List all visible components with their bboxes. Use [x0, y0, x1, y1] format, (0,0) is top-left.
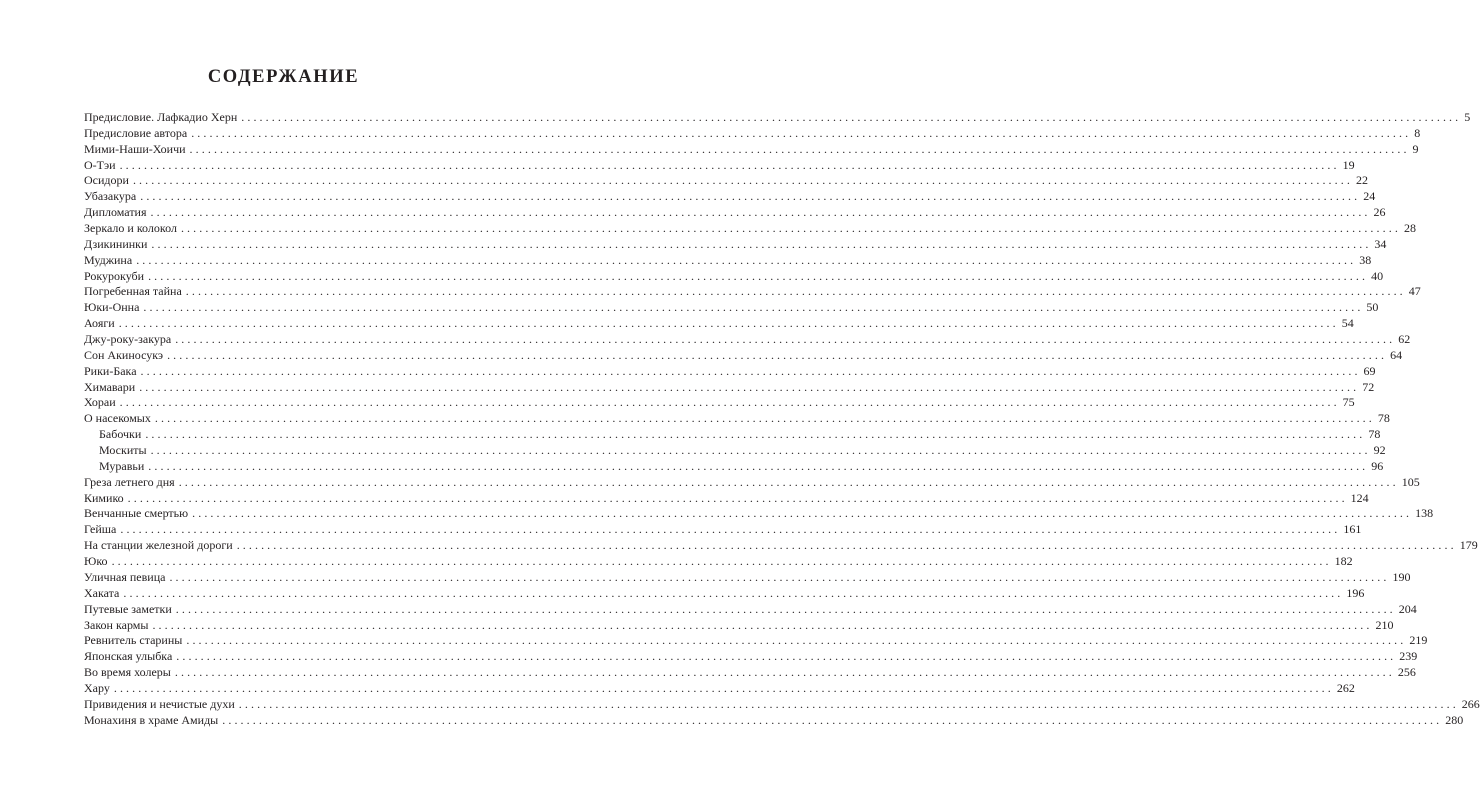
toc-entry-page-number: 262 — [1336, 680, 1355, 695]
toc-entry-title: Юки-Онна — [84, 300, 140, 315]
table-of-contents — [84, 110, 1480, 729]
toc-entry-title: На станции железной дороги — [84, 538, 233, 553]
toc-entry-title: Хаката — [84, 585, 120, 600]
toc-entry-page-number: 78 — [1377, 411, 1390, 426]
dot-leader: ........................................................................................................................................................................................................ — [236, 538, 1457, 553]
toc-entry-title: Хораи — [84, 395, 116, 410]
toc-entry — [84, 649, 1418, 665]
toc-entry-title: Рокурокуби — [84, 268, 145, 283]
dot-leader: ........................................................................................................................................................................................................ — [148, 458, 1369, 473]
toc-entry-page-number: 182 — [1334, 554, 1353, 569]
toc-entry — [84, 157, 1355, 174]
toc-entry-page-number: 78 — [1368, 427, 1381, 442]
toc-entry — [84, 284, 1421, 300]
toc-entry — [84, 443, 1386, 459]
dot-leader: ........................................................................................................................................................................................................ — [186, 633, 1407, 648]
toc-entry — [84, 236, 1387, 253]
toc-entry — [84, 585, 1365, 602]
dot-leader: ........................................................................................................................................................................................................ — [192, 506, 1413, 521]
toc-entry-title: Уличная певица — [84, 569, 166, 584]
dot-leader: ........................................................................................................................................................................................................ — [118, 316, 1339, 331]
dot-leader: ........................................................................................................................................................................................................ — [152, 617, 1373, 632]
toc-entry-page-number: 64 — [1390, 347, 1403, 362]
toc-entry — [84, 569, 1411, 586]
toc-entry-page-number: 190 — [1392, 569, 1411, 584]
dot-leader: ........................................................................................................................................................................................................ — [154, 411, 1375, 426]
toc-entry-page-number: 69 — [1363, 363, 1376, 378]
dot-leader: ........................................................................................................................................................................................................ — [241, 110, 1462, 124]
dot-leader: ........................................................................................................................................................................................................ — [123, 585, 1344, 600]
toc-entry-page-number: 105 — [1401, 474, 1420, 489]
dot-leader: ........................................................................................................................................................................................................ — [111, 554, 1332, 569]
toc-entry-title: Греза летнего дня — [84, 474, 175, 489]
toc-entry-page-number: 124 — [1350, 490, 1369, 505]
toc-entry-page-number: 34 — [1374, 236, 1387, 251]
toc-entry-page-number: 161 — [1343, 522, 1362, 537]
toc-entry-title: Хару — [84, 680, 110, 695]
dot-leader: ........................................................................................................................................................................................................ — [145, 427, 1366, 442]
toc-entry — [84, 395, 1355, 411]
toc-entry-title: Японская улыбка — [84, 649, 173, 664]
toc-entry — [84, 141, 1419, 158]
toc-entry-page-number: 24 — [1363, 189, 1376, 204]
toc-entry — [84, 252, 1372, 269]
toc-entry-title: Аояги — [84, 316, 115, 331]
toc-entry-title: Во время холеры — [84, 665, 171, 680]
toc-entry-title: Дипломатия — [84, 205, 147, 220]
toc-entry-title: Юко — [84, 554, 108, 569]
toc-entry-title: Осидори — [84, 173, 129, 188]
toc-entry-page-number: 266 — [1461, 696, 1480, 711]
toc-entry-page-number: 92 — [1373, 443, 1386, 458]
toc-entry-title: Путевые заметки — [84, 601, 172, 616]
dot-leader: ........................................................................................................................................................................................................ — [175, 332, 1396, 347]
dot-leader: ........................................................................................................................................................................................................ — [222, 712, 1443, 727]
toc-entry — [84, 665, 1416, 681]
toc-entry-page-number: 5 — [1464, 110, 1471, 124]
toc-entry-page-number: 8 — [1414, 125, 1421, 140]
toc-entry-page-number: 196 — [1346, 585, 1365, 600]
toc-entry-page-number: 204 — [1398, 601, 1417, 616]
toc-entry — [84, 474, 1420, 491]
toc-entry-title: Рики-Бака — [84, 363, 137, 378]
dot-leader: ........................................................................................................................................................................................................ — [136, 252, 1357, 267]
dot-leader: ........................................................................................................................................................................................................ — [174, 665, 1395, 680]
dot-leader: ........................................................................................................................................................................................................ — [180, 221, 1401, 236]
dot-leader: ........................................................................................................................................................................................................ — [140, 363, 1361, 378]
dot-leader: ........................................................................................................................................................................................................ — [178, 474, 1399, 489]
toc-entry-page-number: 28 — [1403, 221, 1416, 236]
dot-leader: ........................................................................................................................................................................................................ — [185, 284, 1406, 299]
toc-entry-title: Мими-Наши-Хоичи — [84, 141, 186, 156]
toc-entry — [84, 347, 1403, 364]
toc-entry-title: Химавари — [84, 379, 136, 394]
toc-entry — [84, 538, 1478, 554]
dot-leader: ........................................................................................................................................................................................................ — [176, 649, 1397, 664]
toc-entry-page-number: 54 — [1341, 316, 1354, 331]
dot-leader: ........................................................................................................................................................................................................ — [189, 141, 1410, 156]
toc-entry-page-number: 50 — [1366, 300, 1379, 315]
toc-entry — [84, 458, 1384, 475]
toc-entry-title: Дзикининки — [84, 236, 148, 251]
toc-entry — [84, 506, 1434, 522]
toc-entry-title: Муджина — [84, 252, 133, 267]
dot-leader: ........................................................................................................................................................................................................ — [150, 443, 1371, 458]
toc-entry-page-number: 256 — [1397, 665, 1416, 680]
dot-leader: ........................................................................................................................................................................................................ — [132, 173, 1353, 188]
dot-leader: ........................................................................................................................................................................................................ — [143, 300, 1364, 315]
toc-entry — [84, 300, 1379, 316]
toc-entry-page-number: 75 — [1342, 395, 1355, 410]
toc-entry-title: Муравьи — [99, 458, 145, 473]
toc-entry-title: Ревнитель старины — [84, 633, 183, 648]
toc-entry-page-number: 96 — [1371, 458, 1384, 473]
dot-leader: ........................................................................................................................................................................................................ — [151, 236, 1372, 251]
toc-entry — [84, 379, 1375, 396]
toc-entry — [84, 316, 1354, 332]
toc-entry — [84, 601, 1417, 618]
dot-leader: ........................................................................................................................................................................................................ — [127, 490, 1348, 505]
dot-leader: ........................................................................................................................................................................................................ — [238, 696, 1459, 711]
dot-leader: ........................................................................................................................................................................................................ — [139, 379, 1360, 394]
toc-entry-page-number: 179 — [1459, 538, 1478, 553]
toc-entry — [84, 427, 1381, 443]
toc-entry — [84, 633, 1428, 649]
toc-entry-page-number: 62 — [1398, 332, 1411, 347]
toc-entry-page-number: 9 — [1412, 141, 1419, 156]
toc-entry-title: Убазакура — [84, 189, 137, 204]
toc-entry-title: Предисловие автора — [84, 125, 188, 140]
toc-entry-title: О насекомых — [84, 411, 151, 426]
dot-leader: ........................................................................................................................................................................................................ — [169, 569, 1390, 584]
dot-leader: ........................................................................................................................................................................................................ — [119, 395, 1340, 410]
dot-leader: ........................................................................................................................................................................................................ — [167, 347, 1388, 362]
toc-entry — [84, 189, 1376, 205]
toc-entry — [84, 411, 1390, 427]
toc-entry-page-number: 19 — [1342, 157, 1355, 172]
toc-entry-title: Гейша — [84, 522, 117, 537]
toc-entry-title: Зеркало и колокол — [84, 221, 177, 236]
toc-entry — [84, 712, 1464, 729]
toc-entry-title: Москиты — [99, 443, 147, 458]
toc-entry — [84, 332, 1411, 348]
toc-entry-page-number: 138 — [1415, 506, 1434, 521]
toc-entry-title: Привидения и нечистые духи — [84, 696, 235, 711]
toc-entry-title: Бабочки — [99, 427, 142, 442]
toc-entry-page-number: 239 — [1399, 649, 1418, 664]
toc-entry-page-number: 72 — [1362, 379, 1375, 394]
toc-entry-page-number: 26 — [1373, 205, 1386, 220]
toc-entry — [84, 554, 1353, 570]
dot-leader: ........................................................................................................................................................................................................ — [191, 125, 1412, 140]
toc-entry-page-number: 38 — [1359, 252, 1372, 267]
toc-entry-page-number: 210 — [1375, 617, 1394, 632]
toc-entry — [84, 680, 1355, 697]
dot-leader: ........................................................................................................................................................................................................ — [175, 601, 1396, 616]
dot-leader: ........................................................................................................................................................................................................ — [140, 189, 1361, 204]
toc-entry-page-number: 40 — [1371, 268, 1384, 283]
toc-entry — [84, 205, 1386, 221]
toc-entry-page-number: 47 — [1408, 284, 1421, 299]
toc-entry-page-number: 22 — [1355, 173, 1368, 188]
toc-entry-title: О-Тэи — [84, 157, 116, 172]
toc-entry — [84, 490, 1369, 507]
page-title: СОДЕРЖАНИЕ — [207, 67, 360, 87]
toc-entry-title: Погребенная тайна — [84, 284, 182, 299]
toc-entry-title: Монахиня в храме Амиды — [84, 712, 219, 727]
toc-entry-page-number: 280 — [1445, 712, 1464, 727]
toc-entry — [84, 125, 1421, 142]
toc-entry — [84, 221, 1416, 237]
toc-entry — [84, 268, 1384, 285]
dot-leader: ........................................................................................................................................................................................................ — [148, 268, 1369, 283]
dot-leader: ........................................................................................................................................................................................................ — [150, 205, 1371, 220]
toc-entry-title: Сон Акиносукэ — [84, 347, 164, 362]
toc-entry — [84, 696, 1480, 713]
toc-entry-page-number: 219 — [1409, 633, 1428, 648]
dot-leader: ........................................................................................................................................................................................................ — [119, 157, 1340, 172]
toc-entry-title: Кимико — [84, 490, 124, 505]
toc-entry-title: Предисловие. Лафкадио Херн — [84, 110, 238, 124]
dot-leader: ........................................................................................................................................................................................................ — [120, 522, 1341, 537]
toc-entry — [84, 173, 1368, 189]
toc-entry — [84, 363, 1376, 380]
toc-entry — [84, 617, 1394, 634]
dot-leader: ........................................................................................................................................................................................................ — [113, 680, 1334, 695]
toc-entry — [84, 110, 1471, 126]
toc-entry-title: Венчанные смертью — [84, 506, 189, 521]
toc-entry — [84, 522, 1362, 538]
toc-entry-title: Джу-року-закура — [84, 332, 172, 347]
toc-entry-title: Закон кармы — [84, 617, 149, 632]
